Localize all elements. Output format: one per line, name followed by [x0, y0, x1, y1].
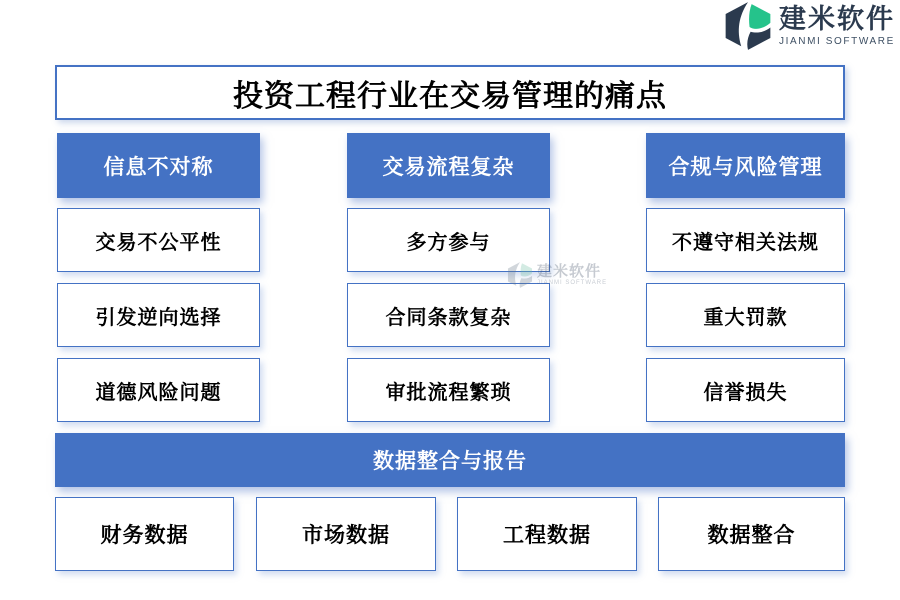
page-title: 投资工程行业在交易管理的痛点 [55, 65, 845, 120]
column-header-compliance-risk: 合规与风险管理 [646, 133, 845, 198]
item-box: 引发逆向选择 [57, 283, 260, 347]
item-box: 信誉损失 [646, 358, 845, 422]
item-box: 合同条款复杂 [347, 283, 550, 347]
jianmi-logo-icon [722, 2, 774, 50]
bottom-box: 财务数据 [55, 497, 234, 571]
brand-name: 建米软件 [779, 3, 895, 34]
watermark-name: 建米软件 [537, 263, 602, 281]
brand-text [779, 5, 895, 48]
column-header-info-asymmetry: 信息不对称 [57, 133, 260, 198]
item-box: 审批流程繁琐 [347, 358, 550, 422]
item-box: 多方参与 [347, 208, 550, 272]
bottom-box: 工程数据 [457, 497, 637, 571]
column-header-complex-process: 交易流程复杂 [347, 133, 550, 198]
banner-data-integration: 数据整合与报告 [55, 433, 845, 487]
item-box: 道德风险问题 [57, 358, 260, 422]
item-box: 交易不公平性 [57, 208, 260, 272]
brand-logo [722, 2, 895, 50]
bottom-box: 数据整合 [658, 497, 845, 571]
item-box: 不遵守相关法规 [646, 208, 845, 272]
item-box: 重大罚款 [646, 283, 845, 347]
brand-subtitle: JIANMI SOFTWARE [779, 36, 895, 48]
watermark-subtitle: JIANMI SOFTWARE [537, 279, 608, 286]
bottom-box: 市场数据 [256, 497, 436, 571]
